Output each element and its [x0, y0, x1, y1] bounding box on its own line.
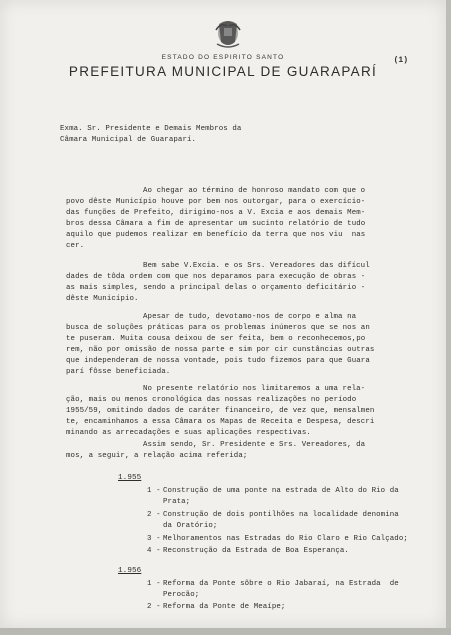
- paragraph-line: das funções de Prefeito, dirigimo-nos a V. Excia e aos demais Mem-: [66, 209, 366, 217]
- scan-edge-right: [446, 0, 451, 635]
- coat-of-arms-emblem: [213, 16, 243, 50]
- item-text: Prata;: [163, 498, 191, 506]
- year-heading: 1.956: [118, 567, 142, 575]
- paragraph-line: Assim sendo, Sr. Presidente e Srs. Vereadores, da: [143, 441, 366, 449]
- paragraph-line: as mais simples, sendo a principal delas o orçamento deficitário -: [66, 284, 366, 292]
- address-line: Exma. Sr. Presidente e Demais Membros da: [60, 125, 242, 133]
- address-line: Câmara Municipal de Guaraparí.: [60, 136, 197, 144]
- paragraph-line: 1955/59, omitindo dados de caráter financeiro, de vez que, mensalmen: [66, 407, 375, 415]
- state-name: ESTADO DO ESPIRITO SANTO: [161, 54, 285, 61]
- page-number: (1): [393, 56, 408, 65]
- paragraph-line: parí fôsse beneficiada.: [66, 368, 171, 376]
- item-text: Reforma da Ponte sôbre o Rio Jabaraí, na Estrada de: [163, 580, 399, 588]
- item-text: da Oratório;: [163, 522, 218, 530]
- item-number: 1 -: [147, 580, 161, 588]
- paragraph-line: te, encaminhamos a essa Câmara os Mapas de Receita e Despesa, descri: [66, 418, 375, 426]
- paragraph-line: dades de tôda ordem com que nos deparamos para execução de obras -: [66, 273, 366, 281]
- item-text: Construção de dois pontilhões na localidade denomina: [163, 511, 399, 519]
- paragraph-line: te puseram. Muita cousa deixou de ser feita, bem o reconhecemos,po: [66, 335, 366, 343]
- item-number: 4 -: [147, 547, 161, 555]
- paragraph-line: aquilo que pudemos realizar em benefício da terra que nos viu nas: [66, 231, 366, 239]
- paragraph-line: cer.: [66, 242, 85, 250]
- item-number: 1 -: [147, 487, 161, 495]
- prefeitura-title: PREFEITURA MUNICIPAL DE GUARAPARÍ: [68, 64, 378, 79]
- item-text: Reconstrução da Estrada de Boa Esperança.: [163, 547, 349, 555]
- paragraph-line: Bem sabe V.Excia. e os Srs. Vereadores das difícul: [143, 262, 370, 270]
- item-text: Reforma da Ponte de Meaípe;: [163, 603, 286, 611]
- item-number: 2 -: [147, 511, 161, 519]
- year-heading: 1.955: [118, 474, 142, 482]
- paragraph-line: dêste Município.: [66, 295, 139, 303]
- paragraph-line: No presente relatório nos limitaremos a uma rela-: [143, 385, 366, 393]
- item-number: 3 -: [147, 535, 161, 543]
- paragraph-line: bros dessa Câmara a fim de apresentar um sucinto relatório de tudo: [66, 220, 366, 228]
- paragraph-line: Ao chegar ao término de honroso mandato com que o: [143, 187, 366, 195]
- item-number: 2 -: [147, 603, 161, 611]
- paragraph-line: que independeram de nossa vontade, pois tudo fizemos para que Guara: [66, 357, 370, 365]
- paragraph-line: mos, a seguir, a relação acima referida;: [66, 452, 248, 460]
- item-text: Perocão;: [163, 591, 200, 599]
- paragraph-line: ção, mais ou menos cronológica das nossas realizações no período: [66, 396, 357, 404]
- scan-edge-bottom: [0, 628, 451, 635]
- item-text: Melhoramentos nas Estradas do Rio Claro e Rio Calçado;: [163, 535, 408, 543]
- paragraph-line: minando as arrecadações e suas aplicações respectivas.: [66, 429, 311, 437]
- paragraph-line: povo dêste Município houve por bem nos outorgar, para o exercício-: [66, 198, 366, 206]
- item-text: Construção de uma ponte na estrada de Alto do Rio da: [163, 487, 399, 495]
- paragraph-line: Apesar de tudo, devotamo-nos de corpo e alma na: [143, 313, 357, 321]
- paragraph-line: busca de soluções práticas para os problemas inúmeros que se nos an: [66, 324, 370, 332]
- paragraph-line: rem, não por omissão de nossa parte e sim por cir cunstâncias outras: [66, 346, 375, 354]
